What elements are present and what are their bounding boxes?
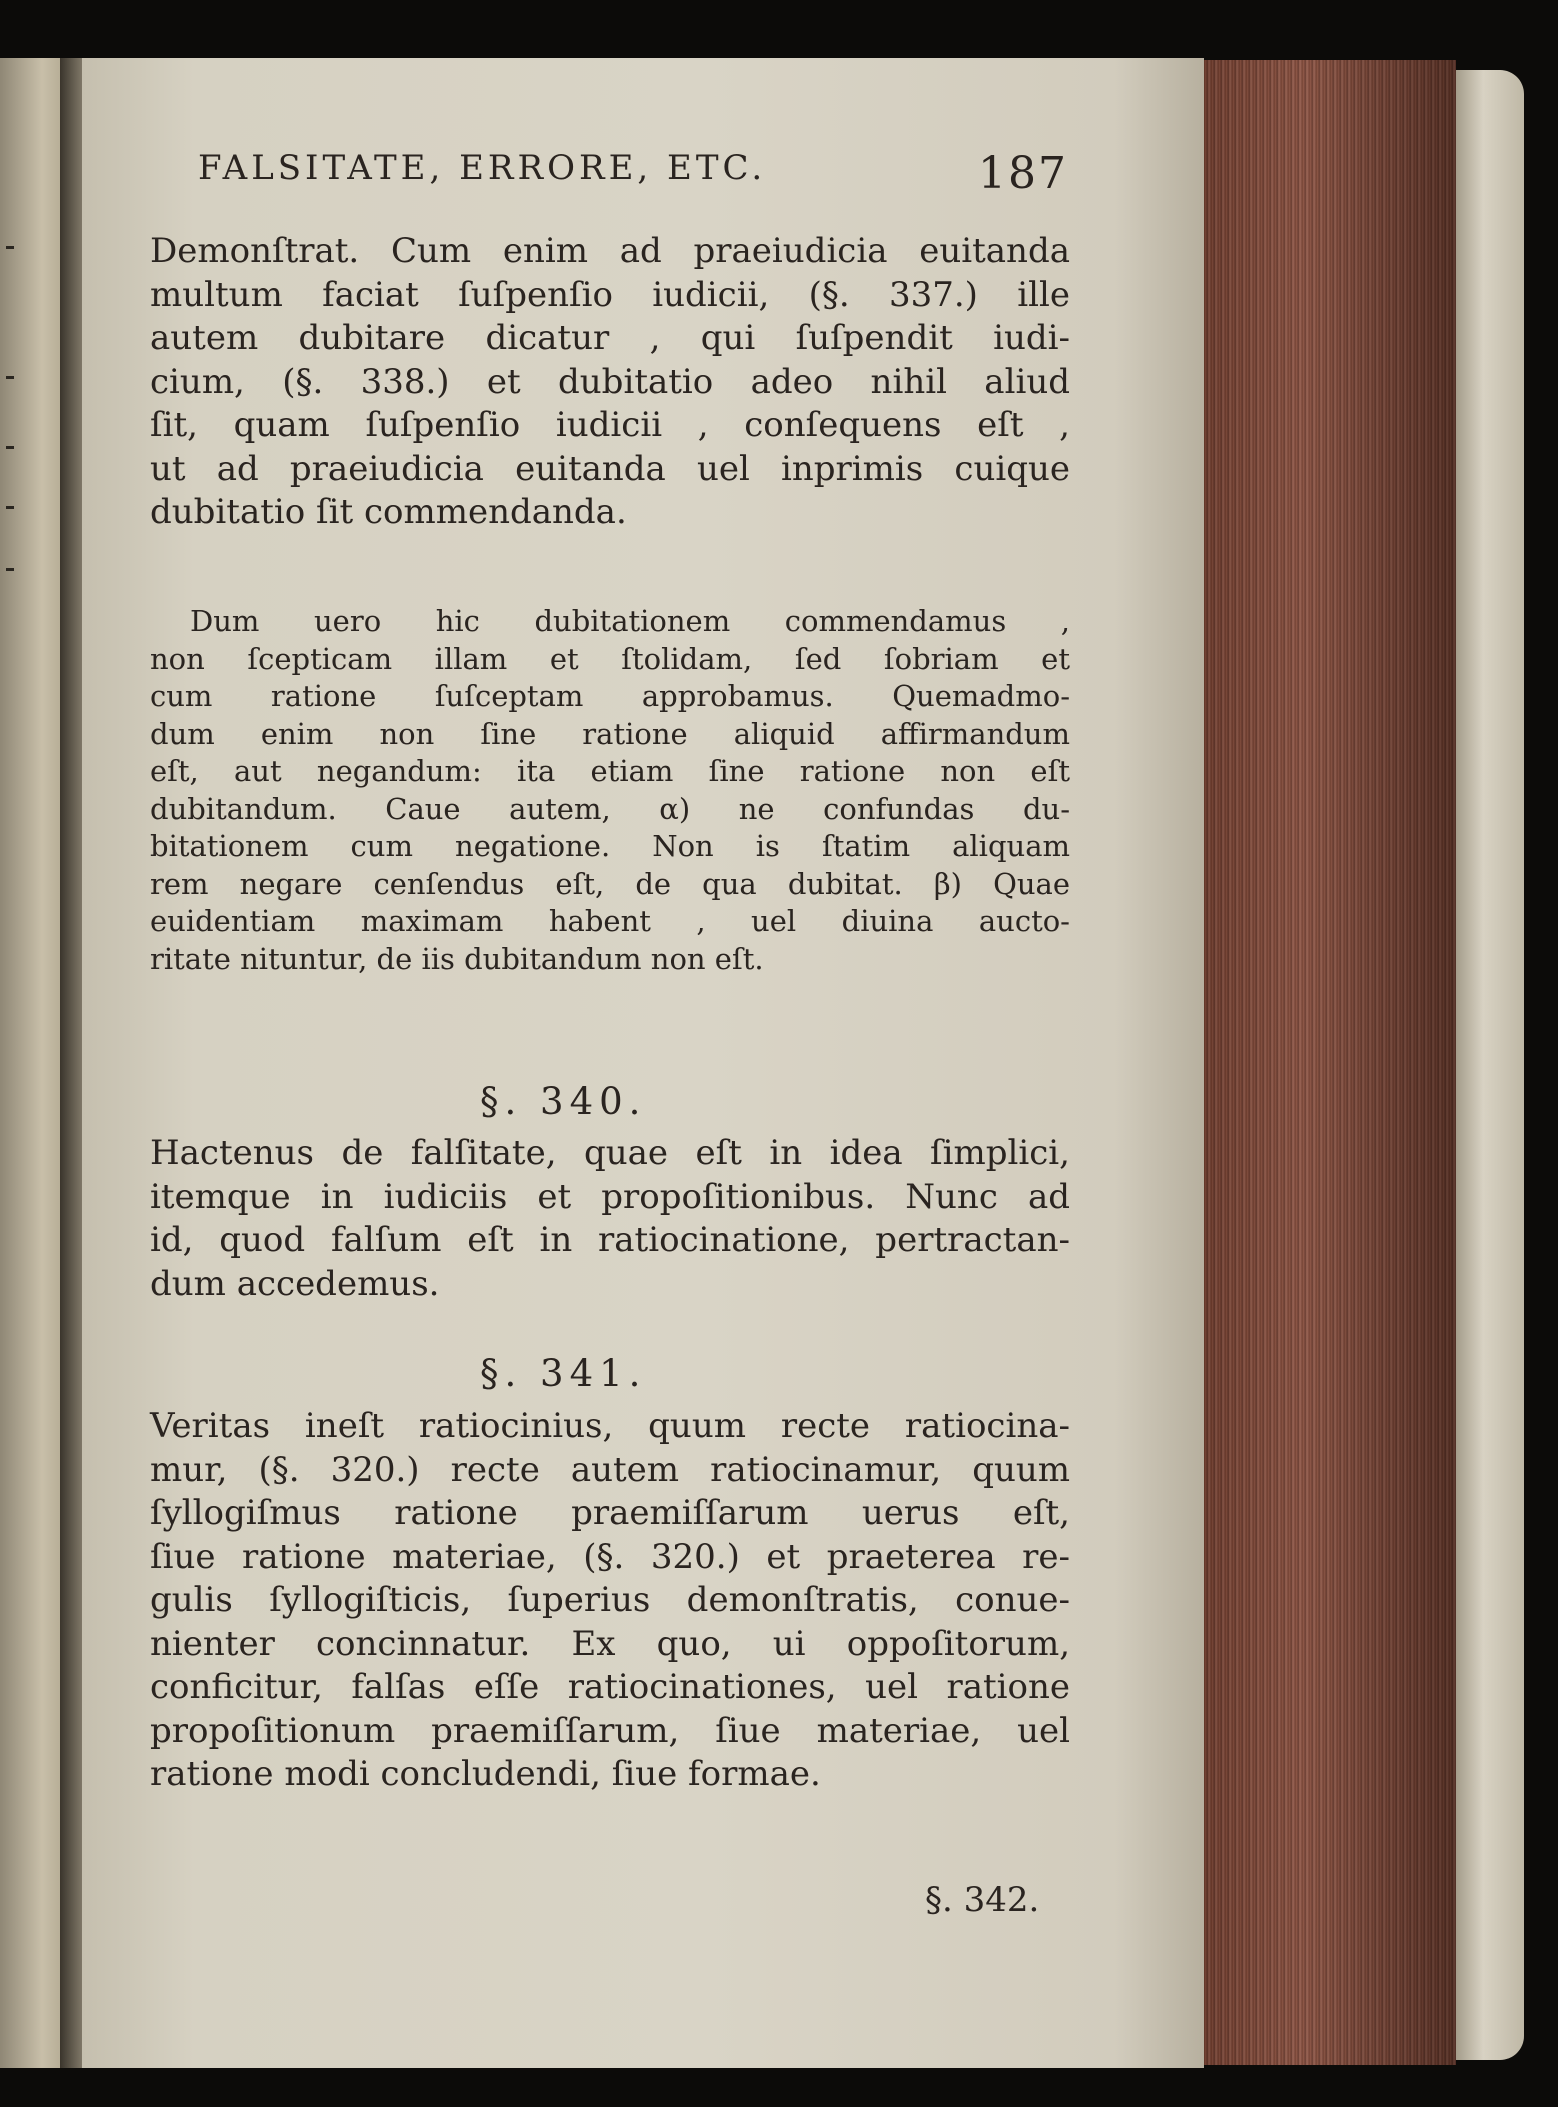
text-line: autem dubitare dicatur , qui ſuſpendit iudi- — [150, 318, 1070, 358]
text-line: cium, (§. 338.) et dubitatio adeo nihil aliud — [150, 361, 1070, 402]
text-line: ſyllogiſmus ratione praemiſſarum uerus eſt, — [150, 1493, 1070, 1533]
text-line: ſit, quam ſuſpenſio iudicii , conſequens eſt , — [150, 405, 1070, 445]
note-line: euidentiam maximam habent , uel diuina aucto- — [150, 904, 1070, 938]
text-line: multum faciat ſuſpenſio iudicii, (§. 337.) ille — [150, 274, 1070, 315]
paragraph-340 — [150, 1132, 1070, 1306]
note-paragraph — [150, 603, 1070, 978]
running-head-title: FALSITATE, ERRORE, ETC. — [198, 148, 767, 188]
catchword: §. 342. — [925, 1880, 1040, 1920]
text-line: dum accedemus. — [150, 1263, 440, 1304]
text-line: Veritas ineſt ratiocinius, quum recte ratiocina- — [150, 1406, 1070, 1446]
note-line: eſt, aut negandum: ita etiam ſine ratione non eſt — [150, 754, 1070, 788]
paragraph-341 — [150, 1405, 1070, 1797]
running-header — [198, 148, 1068, 199]
note-line: bitationem cum negatione. Non is ſtatim aliquam — [150, 829, 1070, 863]
note-line: ritate nituntur, de iis dubitandum non eſt. — [150, 941, 764, 976]
text-line: Demonſtrat. Cum enim ad praeiudicia euitanda — [150, 231, 1070, 271]
paragraph-demonstration — [150, 230, 1070, 535]
note-line: dubitandum. Caue autem, α) ne confundas du- — [150, 791, 1070, 826]
text-line: ut ad praeiudicia euitanda uel inprimis cuique — [150, 448, 1070, 489]
text-line: ratione modi concludendi, ſiue formae. — [150, 1754, 821, 1794]
page-number: 187 — [978, 148, 1068, 199]
text-line: conficitur, falſas eſſe ratiocinationes, uel ratione — [150, 1667, 1070, 1707]
text-line: id, quod falſum eſt in ratiocinatione, pertractan- — [150, 1220, 1070, 1260]
text-line: mur, (§. 320.) recte autem ratiocinamur, quum — [150, 1449, 1070, 1490]
text-line: ſiue ratione materiae, (§. 320.) et praeterea re- — [150, 1536, 1070, 1577]
note-line: dum enim non ſine ratione aliquid affirmandum — [150, 716, 1070, 751]
note-line: rem negare cenſendus eſt, de qua dubitat. β) Quae — [150, 866, 1070, 901]
previous-page-edge — [0, 58, 62, 2068]
text-line: itemque in iudiciis et propoſitionibus. Nunc ad — [150, 1176, 1070, 1217]
book-cover-edge — [1456, 70, 1524, 2060]
text-line: Hactenus de falſitate, quae eſt in idea ſimplici, — [150, 1133, 1070, 1173]
note-line: non ſcepticam illam et ſtolidam, ſed ſobriam et — [150, 641, 1070, 676]
page-block-edges — [1204, 60, 1456, 2065]
text-line: propoſitionum praemiſſarum, ſiue materiae, uel — [150, 1710, 1070, 1751]
text-line: nienter concinnatur. Ex quo, ui oppoſitorum, — [150, 1623, 1070, 1664]
text-line: dubitatio ſit commendanda. — [150, 492, 627, 532]
note-line: Dum uero hic dubitationem commendamus , — [190, 604, 1070, 638]
section-heading-340: §. 340. — [480, 1080, 647, 1123]
note-line: cum ratione ſuſceptam approbamus. Quemadmo- — [150, 679, 1070, 713]
section-heading-341: §. 341. — [480, 1352, 647, 1395]
text-line: gulis ſyllogiſticis, ſuperius demonſtratis, conue- — [150, 1580, 1070, 1620]
book-gutter — [60, 58, 82, 2068]
